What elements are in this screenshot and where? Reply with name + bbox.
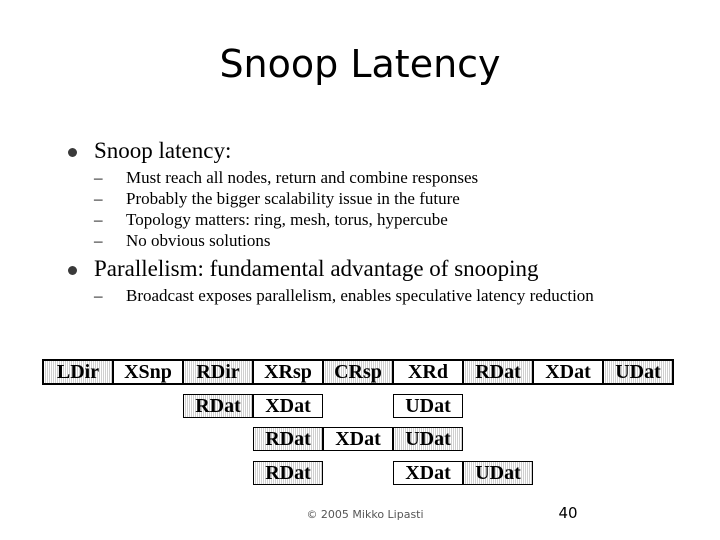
timeline-cell: RDat: [183, 394, 253, 418]
sub-bullet-item: – Probably the bigger scalability issue in the future: [94, 189, 460, 208]
sub-bullet-item: – Broadcast exposes parallelism, enables speculative latency reduction: [94, 286, 594, 305]
sub-bullet-item: – Topology matters: ring, mesh, torus, hypercube: [94, 210, 448, 229]
slide-title: Snoop Latency: [219, 42, 501, 86]
timeline-cell: RDat: [253, 427, 323, 451]
timeline-cell: XDat: [253, 394, 323, 418]
sub-bullet-list: [94, 285, 702, 306]
timeline-cell: XDat: [393, 461, 463, 485]
bullet-item: [62, 137, 702, 165]
sub-bullet-item: – Must reach all nodes, return and combine responses: [94, 168, 479, 187]
timeline-cell: XRsp: [253, 360, 323, 384]
timeline-cell: UDat: [393, 394, 463, 418]
timeline-cell: UDat: [463, 461, 533, 485]
bullet-list: [62, 137, 702, 306]
dash-marker: –: [94, 231, 103, 250]
timeline-cell: RDat: [463, 360, 533, 384]
timeline-row-2-end: [393, 394, 463, 418]
timeline-cell: UDat: [603, 360, 673, 384]
timeline-cell: CRsp: [323, 360, 393, 384]
sub-bullet-item: – No obvious solutions: [94, 231, 271, 250]
sub-bullet-list: [94, 167, 702, 251]
page-number: 40: [558, 504, 578, 522]
bullet-text: Snoop latency:: [94, 138, 232, 163]
timeline-cell: LDir: [43, 360, 113, 384]
bullet-dot-icon: [68, 266, 77, 275]
bullet-dot-icon: [68, 148, 77, 157]
timeline-row-4: [253, 461, 323, 485]
timeline-row-3: [253, 427, 463, 451]
bullet-item: [62, 255, 702, 283]
timeline-row-4-end: [393, 461, 533, 485]
dash-marker: –: [94, 168, 103, 187]
timeline-row-2: [183, 394, 323, 418]
timeline-cell: UDat: [393, 427, 463, 451]
dash-marker: –: [94, 189, 103, 208]
bullet-text: Parallelism: fundamental advantage of snooping: [94, 256, 539, 281]
timeline-cell: RDat: [253, 461, 323, 485]
timeline-row-1: [43, 360, 673, 384]
timeline-cell: XRd: [393, 360, 463, 384]
timeline-cell: XDat: [533, 360, 603, 384]
timeline-cell: RDir: [183, 360, 253, 384]
dash-marker: –: [94, 210, 103, 229]
footer-copyright: © 2005 Mikko Lipasti: [306, 508, 424, 521]
timeline-cell: XSnp: [113, 360, 183, 384]
dash-marker: –: [94, 286, 103, 305]
timeline-cell: XDat: [323, 427, 393, 451]
